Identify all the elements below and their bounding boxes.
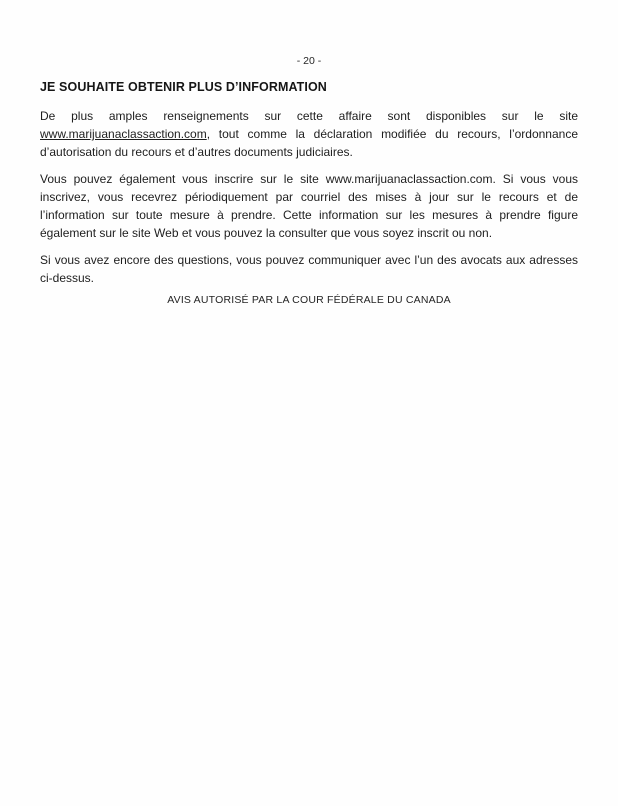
text-line	[40, 170, 578, 188]
text-line	[40, 107, 578, 125]
text-line	[40, 143, 578, 161]
paragraph	[40, 251, 578, 287]
text-segment: d’autorisation du recours et d’autres documents judiciaires.	[40, 145, 353, 159]
text-segment: également sur le site Web et vous pouvez la consulter que vous soyez inscrit ou non.	[40, 226, 493, 240]
text-segment: l’information sur toute mesure à prendre. Cette information sur les mesures à prendre figure	[40, 208, 578, 222]
text-segment: Vous pouvez également vous inscrire sur le site www.marijuanaclassaction.com. Si vous vous	[40, 172, 578, 186]
paragraph	[40, 107, 578, 161]
text-line	[40, 125, 578, 143]
text-line	[40, 188, 578, 206]
paragraph	[40, 170, 578, 242]
page-number: - 20 -	[296, 55, 322, 67]
court-authorization-notice: AVIS AUTORISÉ PAR LA COUR FÉDÉRALE DU CANADA	[167, 294, 451, 306]
text-line	[40, 206, 578, 224]
text-line	[40, 269, 578, 287]
text-line	[40, 251, 578, 269]
text-line	[40, 224, 578, 242]
text-segment: Si vous avez encore des questions, vous pouvez communiquer avec l’un des avocats aux adresses	[40, 253, 578, 267]
text-segment: De plus amples renseignements sur cette affaire sont disponibles sur le site	[40, 109, 578, 123]
text-segment: , tout comme la déclaration modifiée du recours, l’ordonnance	[206, 127, 578, 141]
text-segment: inscrivez, vous recevrez périodiquement par courriel des mises à jour sur le recours et de	[40, 190, 578, 204]
website-url-text: www.marijuanaclassaction.com	[40, 127, 207, 141]
document-body	[40, 107, 578, 287]
text-segment: ci-dessus.	[40, 271, 95, 285]
section-heading: JE SOUHAITE OBTENIR PLUS D’INFORMATION	[40, 80, 327, 94]
